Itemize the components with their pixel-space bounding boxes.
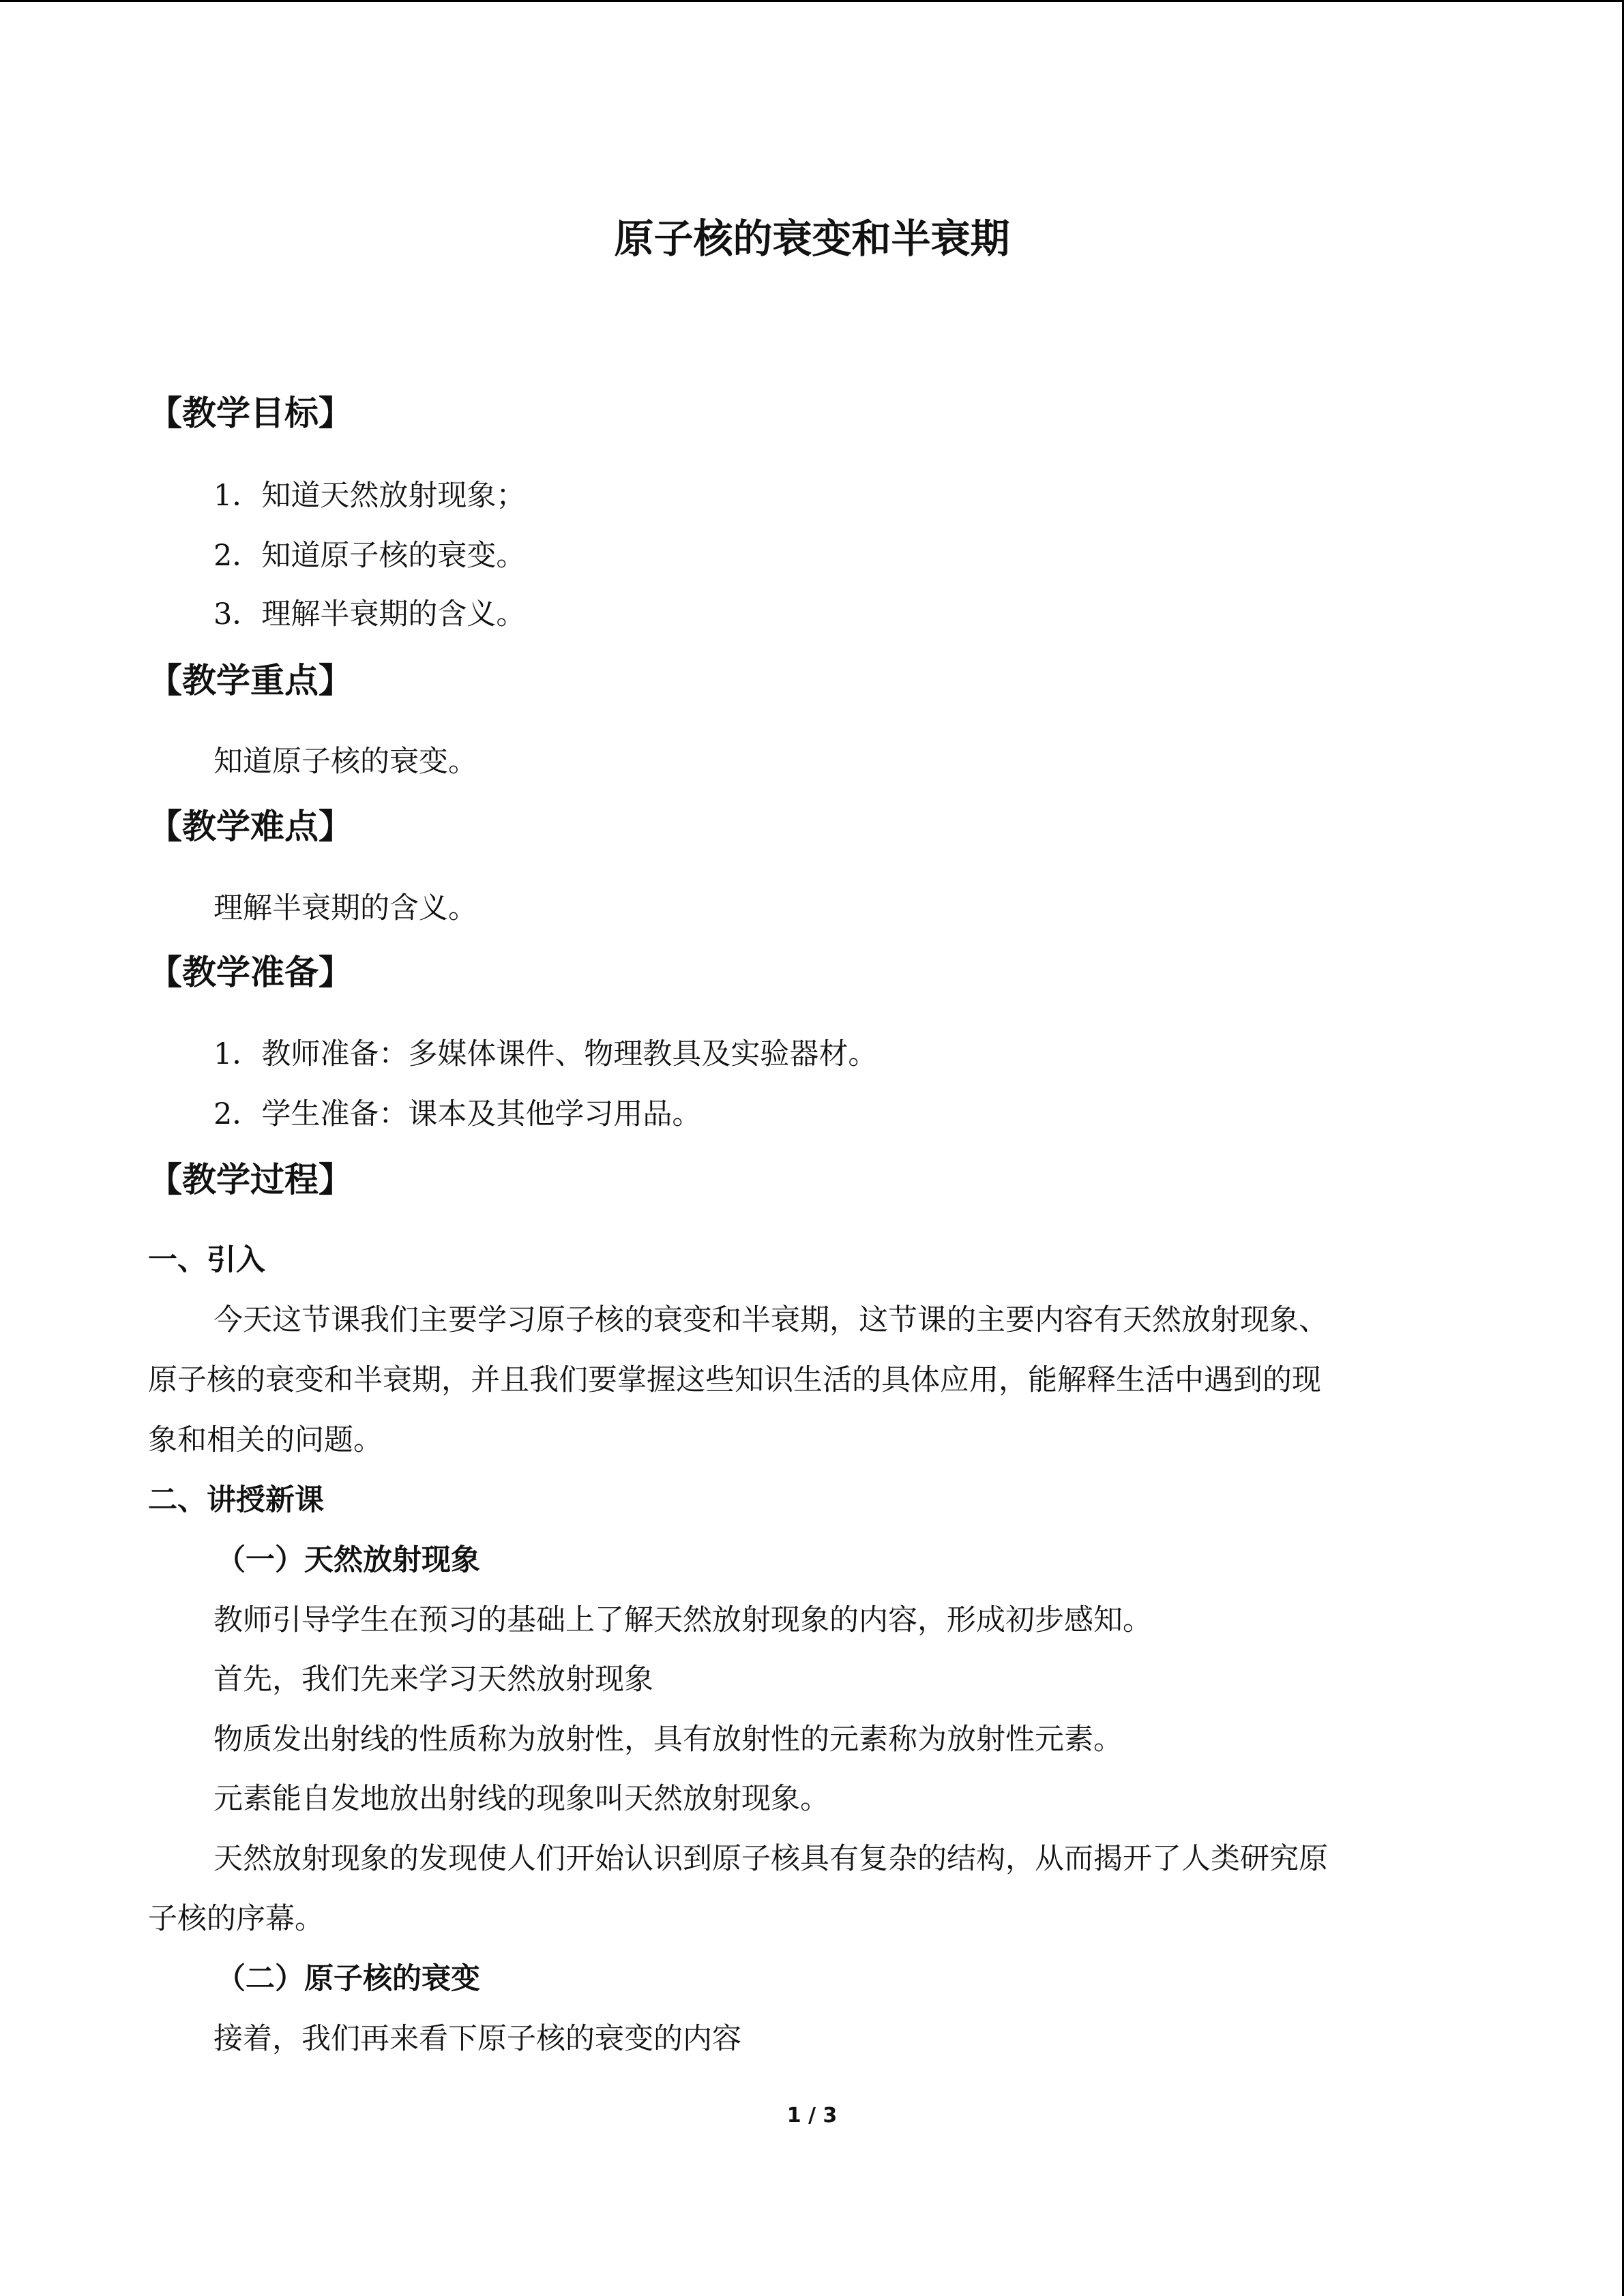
intro-line-2: 原子核的衰变和半衰期，并且我们要掌握这些知识生活的具体应用，能解释生活中遇到的现 <box>148 1363 1321 1397</box>
objective-item-1: 1．知道天然放射现象； <box>213 479 526 513</box>
part1-paragraph-2: 首先，我们先来学习天然放射现象 <box>213 1663 653 1697</box>
document-page <box>148 0 1476 2296</box>
part1-paragraph-5-line-2: 子核的序幕。 <box>148 1902 324 1936</box>
objective-item-2: 2．知道原子核的衰变。 <box>213 539 526 573</box>
part1-paragraph-5-line-1: 天然放射现象的发现使人们开始认识到原子核具有复杂的结构，从而揭开了人类研究原 <box>213 1842 1328 1876</box>
part1-paragraph-1: 教师引导学生在预习的基础上了解天然放射现象的内容，形成初步感知。 <box>213 1603 1152 1637</box>
page-number: 1 / 3 <box>786 2104 838 2128</box>
part1-paragraph-4: 元素能自发地放出射线的现象叫天然放射现象。 <box>213 1782 829 1816</box>
preparation-item-1: 1．教师准备：多媒体课件、物理教具及实验器材。 <box>213 1037 878 1071</box>
part1-heading: （一）天然放射现象 <box>216 1543 480 1577</box>
part1-paragraph-3: 物质发出射线的性质称为放射性，具有放射性的元素称为放射性元素。 <box>213 1723 1123 1757</box>
objectives-heading: 【教学目标】 <box>148 393 353 433</box>
intro-heading: 一、引入 <box>148 1243 265 1277</box>
difficulty-text: 理解半衰期的含义。 <box>213 891 477 925</box>
preparation-item-2: 2．学生准备：课本及其他学习用品。 <box>213 1097 702 1131</box>
difficulty-heading: 【教学难点】 <box>148 807 353 846</box>
key-point-heading: 【教学重点】 <box>148 661 353 700</box>
part2-paragraph-1: 接着，我们再来看下原子核的衰变的内容 <box>213 2022 741 2056</box>
intro-line-1: 今天这节课我们主要学习原子核的衰变和半衰期，这节课的主要内容有天然放射现象、 <box>213 1303 1328 1337</box>
objective-item-3: 3．理解半衰期的含义。 <box>213 597 526 631</box>
preparation-heading: 【教学准备】 <box>148 953 353 992</box>
intro-line-3: 象和相关的问题。 <box>148 1423 383 1457</box>
part2-heading: （二）原子核的衰变 <box>216 1962 480 1996</box>
new-lesson-heading: 二、讲授新课 <box>148 1483 324 1517</box>
document-title: 原子核的衰变和半衰期 <box>614 215 1010 262</box>
key-point-text: 知道原子核的衰变。 <box>213 745 477 779</box>
process-heading: 【教学过程】 <box>148 1160 353 1199</box>
